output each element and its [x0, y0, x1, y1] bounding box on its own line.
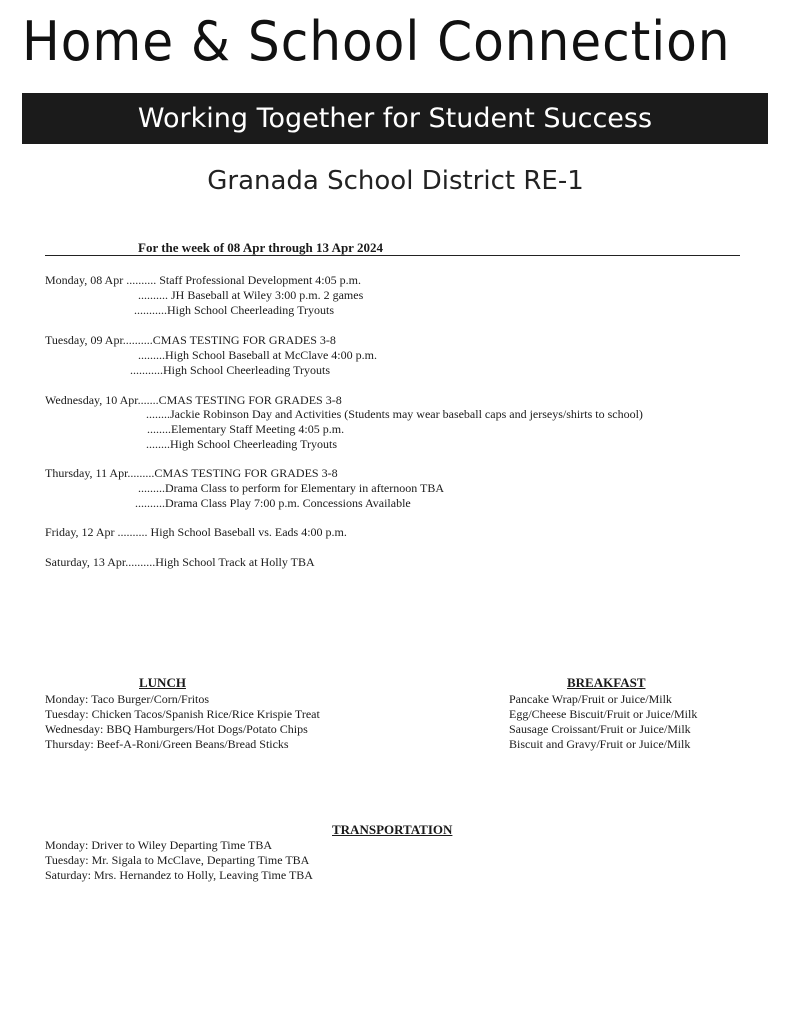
week-divider: [45, 255, 740, 256]
schedule-line: .........High School Baseball at McClave 4:00 p.m.: [138, 348, 377, 362]
breakfast-item: Egg/Cheese Biscuit/Fruit or Juice/Milk: [509, 707, 698, 721]
week-heading: For the week of 08 Apr through 13 Apr 2024: [138, 240, 383, 255]
breakfast-heading: BREAKFAST: [567, 675, 646, 690]
breakfast-item: Pancake Wrap/Fruit or Juice/Milk: [509, 692, 672, 706]
schedule-line: ...........High School Cheerleading Tryouts: [134, 303, 334, 317]
newsletter-title: Home & School Connection: [22, 10, 731, 73]
schedule-line: Friday, 12 Apr .......... High School Baseball vs. Eads 4:00 p.m.: [45, 525, 347, 539]
schedule-line: ........High School Cheerleading Tryouts: [146, 437, 337, 451]
transportation-heading: TRANSPORTATION: [332, 822, 453, 837]
transportation-item: Tuesday: Mr. Sigala to McClave, Departing Time TBA: [45, 853, 310, 867]
lunch-item: Monday: Taco Burger/Corn/Fritos: [45, 692, 210, 706]
subtitle-banner: Working Together for Student Success: [22, 93, 768, 144]
lunch-heading: LUNCH: [139, 675, 186, 690]
lunch-item: Thursday: Beef-A-Roni/Green Beans/Bread Sticks: [45, 737, 289, 751]
schedule-line: ..........Drama Class Play 7:00 p.m. Concessions Available: [135, 496, 411, 510]
schedule-line: .......... JH Baseball at Wiley 3:00 p.m. 2 games: [138, 288, 364, 302]
schedule-line: ........Elementary Staff Meeting 4:05 p.m.: [147, 422, 345, 436]
schedule-line: ........Jackie Robinson Day and Activities (Students may wear baseball caps and jerseys/shirts to school): [146, 407, 643, 421]
schedule-line: Thursday, 11 Apr.........CMAS TESTING FOR GRADES 3-8: [45, 466, 338, 480]
schedule-line: Wednesday, 10 Apr.......CMAS TESTING FOR GRADES 3-8: [45, 393, 342, 407]
lunch-item: Wednesday: BBQ Hamburgers/Hot Dogs/Potato Chips: [45, 722, 308, 736]
schedule-line: Monday, 08 Apr .......... Staff Professional Development 4:05 p.m.: [45, 273, 361, 287]
transportation-item: Saturday: Mrs. Hernandez to Holly, Leaving Time TBA: [45, 868, 313, 882]
district-name: Granada School District RE-1: [207, 166, 584, 196]
lunch-item: Tuesday: Chicken Tacos/Spanish Rice/Rice Krispie Treat: [45, 707, 320, 721]
schedule-line: Tuesday, 09 Apr..........CMAS TESTING FOR GRADES 3-8: [45, 333, 336, 347]
breakfast-item: Biscuit and Gravy/Fruit or Juice/Milk: [509, 737, 691, 751]
schedule-line: ...........High School Cheerleading Tryouts: [130, 363, 330, 377]
schedule-line: Saturday, 13 Apr..........High School Track at Holly TBA: [45, 555, 315, 569]
breakfast-item: Sausage Croissant/Fruit or Juice/Milk: [509, 722, 691, 736]
transportation-item: Monday: Driver to Wiley Departing Time TBA: [45, 838, 273, 852]
schedule-line: .........Drama Class to perform for Elementary in afternoon TBA: [138, 481, 445, 495]
